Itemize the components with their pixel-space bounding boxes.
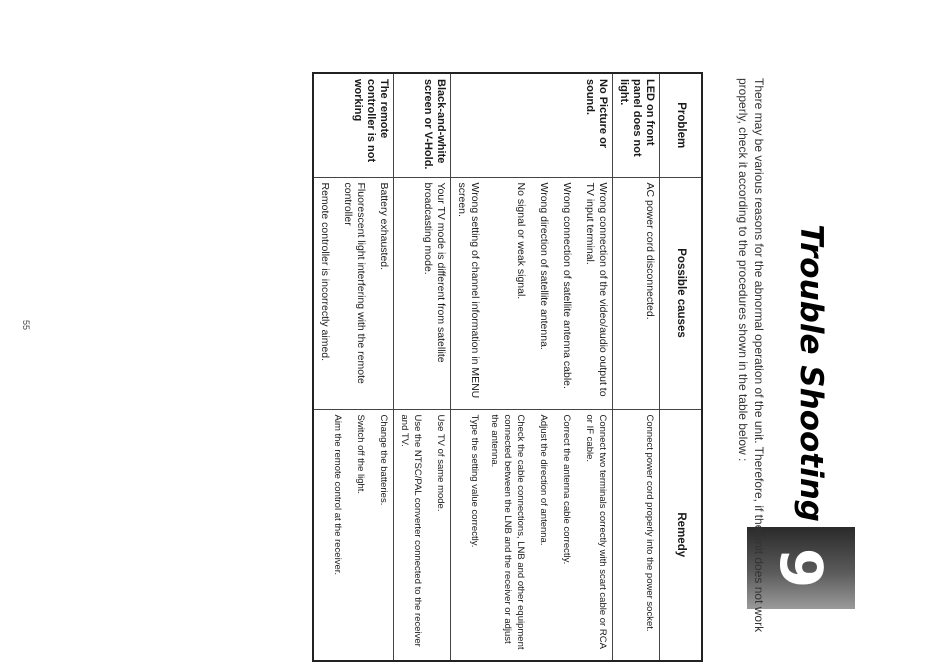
remedy-item: Correct the antenna cable correctly. [561, 414, 572, 565]
cause-item: Wrong connection of satellite antenna cable. [561, 182, 573, 389]
causes-cell [451, 177, 485, 409]
cause-item: AC power cord disconnected. [644, 182, 656, 320]
problem-cell [451, 73, 485, 177]
troubleshooting-table [312, 72, 703, 662]
problem-cell: LED on front panel does not light. [613, 73, 660, 177]
cause-item: No signal or weak signal. [515, 182, 527, 300]
remedy-item: Use the NTSC/PAL converter connected to the receiver and TV. [399, 414, 423, 647]
page-title: Trouble Shooting [793, 224, 829, 522]
causes-cell [394, 177, 451, 409]
remedy-item: Use TV of same mode. [435, 414, 446, 512]
remedy-item: Check the cable connections, LNB and other equipment connected between the LNB and the receiver or adjust the antenna. [489, 414, 526, 650]
page-number: 55 [21, 320, 31, 331]
problem-cell: No Picture or sound. [484, 73, 613, 177]
cause-item: Wrong connection of the video/audio output to TV input terminal. [584, 182, 609, 397]
remedy-item: Switch off the light. [355, 414, 366, 495]
remedy-item: Change the batteries. [378, 414, 389, 506]
remedy-cell [313, 409, 394, 661]
table-header-row [660, 73, 703, 661]
problem-cell: The remote controller is not working [313, 73, 394, 177]
table-row [484, 73, 613, 661]
table-row [451, 73, 485, 661]
header-causes: Possible causes [660, 177, 703, 409]
remedy-item: Adjust the direction of antenna. [538, 414, 549, 546]
causes-cell [484, 177, 613, 409]
remedy-cell [451, 409, 485, 661]
remedy-cell [394, 409, 451, 661]
remedy-item: Connect two terminals correctly with scart cable or RCA or IF cable. [584, 414, 608, 649]
cause-item: Fluorescent light interfering with the remote controller [342, 182, 367, 384]
remedy-cell [484, 409, 613, 661]
cause-item: Remote controller is incorrectly aimed. [319, 182, 331, 362]
cause-item: Your TV mode is different from satellite broadcasting mode. [422, 182, 447, 363]
cause-item: Wrong direction of satellite antenna. [538, 182, 550, 350]
remedy-item: Type the setting value correctly. [469, 414, 480, 548]
remedy-item: Connect power cord properly into the power socket. [644, 414, 655, 632]
cause-item: Battery exhausted. [378, 182, 390, 271]
remedy-cell [613, 409, 660, 661]
header-problem: Problem [660, 73, 703, 177]
table-row [613, 73, 660, 661]
remedy-item: Aim the remote control at the receiver. [332, 414, 343, 576]
causes-cell [613, 177, 660, 409]
chapter-number: 9 [767, 547, 835, 589]
intro-paragraph: There may be various reasons for the abnormal operation of the unit. Therefore, if the unit does not work properly, check it according to the procedures shown in the table below : [736, 78, 766, 633]
table-row [313, 73, 394, 661]
problem-cell: Black-and-white screen or V-Hold. [394, 73, 451, 177]
causes-cell [313, 177, 394, 409]
header-remedy: Remedy [660, 409, 703, 661]
cause-item: Wrong setting of channel information in MENU screen. [456, 182, 481, 399]
table-row [394, 73, 451, 661]
